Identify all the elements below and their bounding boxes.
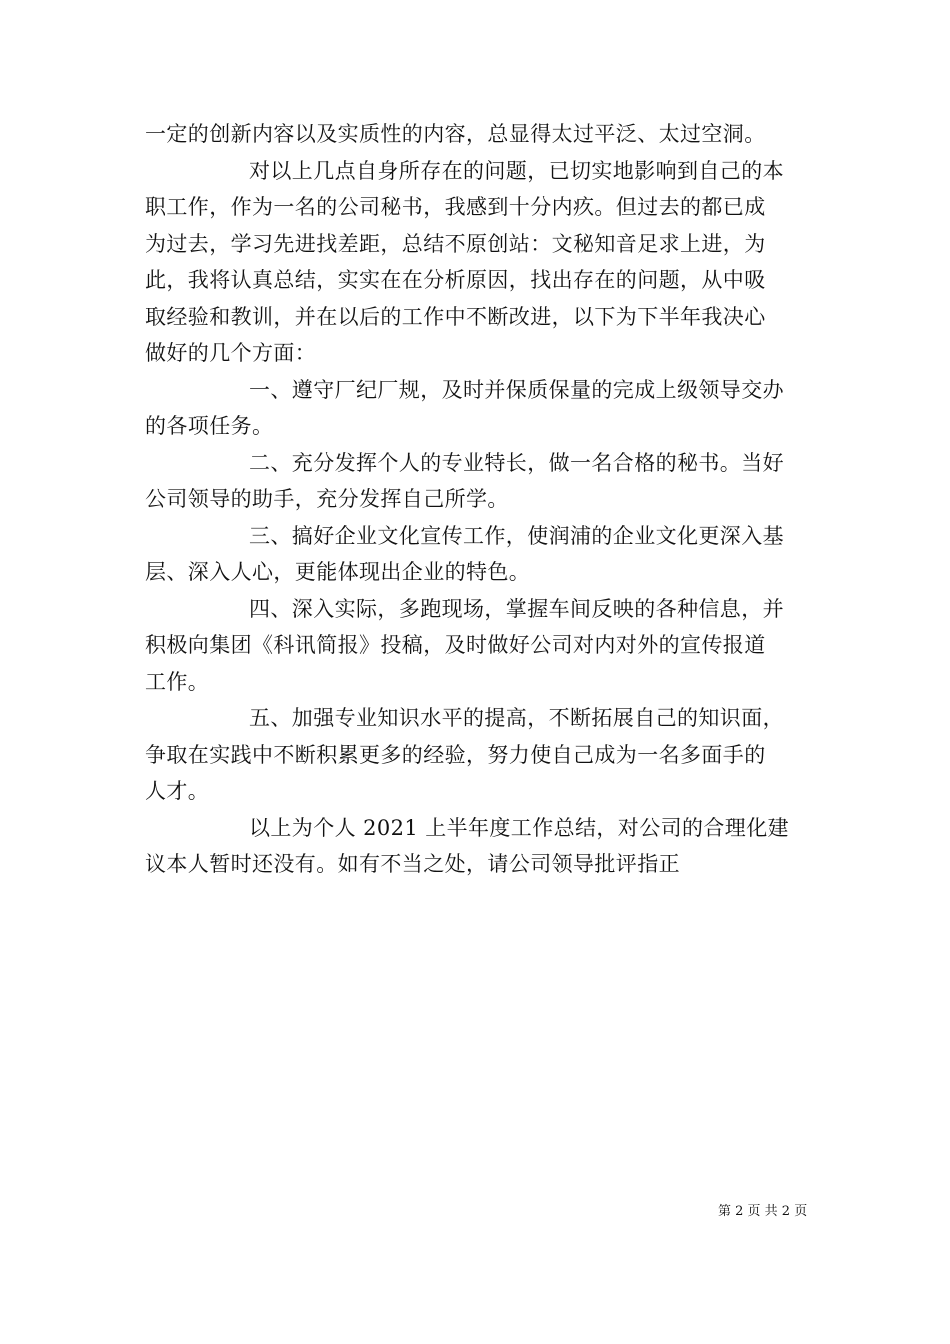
text-line: 公司领导的助手，充分发挥自己所学。 [145,487,509,511]
text-line: 为过去，学习先进找差距，总结不原创站：文秘知音足求上进，为 [145,231,766,256]
text-line: 一定的创新内容以及实质性的内容，总显得太过平泛、太过空洞。 [145,122,766,146]
page-number-footer: 第 2 页 共 2 页 [718,1204,808,1219]
document-body [145,116,810,883]
text-line: 此，我将认真总结，实实在在分析原因，找出存在的问题，从中吸 [145,268,766,292]
text-line: 做好的几个方面： [145,341,317,365]
text-line: 四、深入实际，多跑现场，掌握车间反映的各种信息，并 [249,596,784,621]
text-line: 二、充分发挥个人的专业特长，做一名合格的秘书。当好 [249,450,784,475]
text-line: 人才。 [145,779,210,803]
text-line: 三、搞好企业文化宣传工作，使润浦的企业文化更深入基 [249,523,784,548]
text-line: 积极向集团《科讯简报》投稿，及时做好公司对内对外的宣传报道 [145,633,766,657]
text-line: 职工作，作为一名的公司秘书，我感到十分内疚。但过去的都已成 [145,195,766,219]
text-line: 以上为个人 2021 上半年度工作总结，对公司的合理化建 [249,815,789,840]
text-line: 工作。 [145,669,210,694]
text-line: 一、遵守厂纪厂规，及时并保质保量的完成上级领导交办 [249,377,784,402]
text-line: 争取在实践中不断积累更多的经验，努力使自己成为一名多面手的 [145,742,766,767]
text-line: 取经验和教训，并在以后的工作中不断改进，以下为下半年我决心 [145,304,766,329]
text-line: 对以上几点自身所存在的问题，已切实地影响到自己的本 [249,158,784,183]
text-line: 层、深入人心，更能体现出企业的特色。 [145,560,531,584]
text-line: 议本人暂时还没有。如有不当之处，请公司领导批评指正 [145,852,680,876]
text-line: 的各项任务。 [145,414,274,438]
text-line: 五、加强专业知识水平的提高，不断拓展自己的知识面， [249,706,784,730]
